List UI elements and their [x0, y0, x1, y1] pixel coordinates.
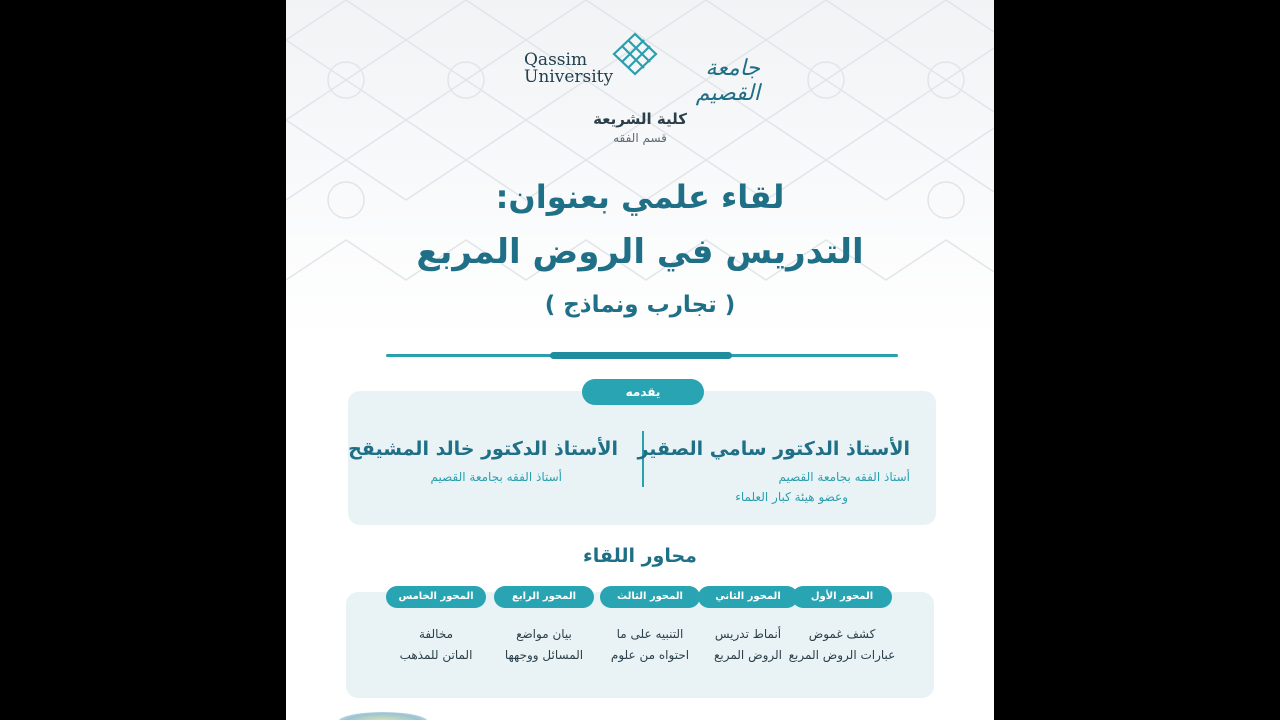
divider-accent [550, 352, 732, 359]
presenter-2-name: الأستاذ الدكتور خالد المشيقح [348, 438, 618, 460]
faculty-name: كلية الشريعة [593, 110, 687, 128]
presenter-1-title: أستاذ الفقه بجامعة القصيم [778, 470, 910, 484]
axis-1-label: المحور الأول [792, 586, 892, 608]
axis-4-text: بيان مواضع المسائل ووجهها [504, 627, 584, 662]
presenters-label: يقدمه [582, 379, 704, 405]
axes-title: محاور اللقاء [583, 545, 697, 567]
axis-3-text: التنبيه على ما احتواه من علوم [610, 627, 690, 662]
title-line-1: لقاء علمي بعنوان: [495, 178, 785, 216]
axis-2-text: أنماط تدريس الروض المربع [713, 627, 782, 662]
axis-item-4 [484, 586, 604, 666]
university-logo-arabic: جامعة القصيم [695, 56, 760, 106]
decorative-globe-edge [338, 712, 428, 720]
title-line-3: ( تجارب ونماذج ) [544, 292, 736, 318]
axis-item-3 [590, 586, 710, 666]
axis-item-5 [376, 586, 496, 666]
axis-5-label: المحور الخامس [386, 586, 486, 608]
presenter-1-name: الأستاذ الدكتور سامي الصقير [637, 438, 910, 460]
axis-2-label: المحور الثاني [698, 586, 798, 608]
department-name: قسم الفقه [613, 131, 667, 145]
title-line-2: التدريس في الروض المربع [416, 232, 864, 272]
presenter-1-title-2: وعضو هيئة كبار العلماء [735, 490, 848, 504]
axis-4-label: المحور الرابع [494, 586, 594, 608]
axis-3-label: المحور الثالث [600, 586, 700, 608]
axis-1-text: كشف غموض عبارات الروض المربع [788, 627, 896, 662]
poster [286, 0, 994, 720]
axis-5-text: مخالفة الماتن للمذهب [399, 627, 473, 662]
presenter-2-title: أستاذ الفقه بجامعة القصيم [430, 470, 562, 484]
university-logo-english: Qassim University [524, 50, 614, 87]
